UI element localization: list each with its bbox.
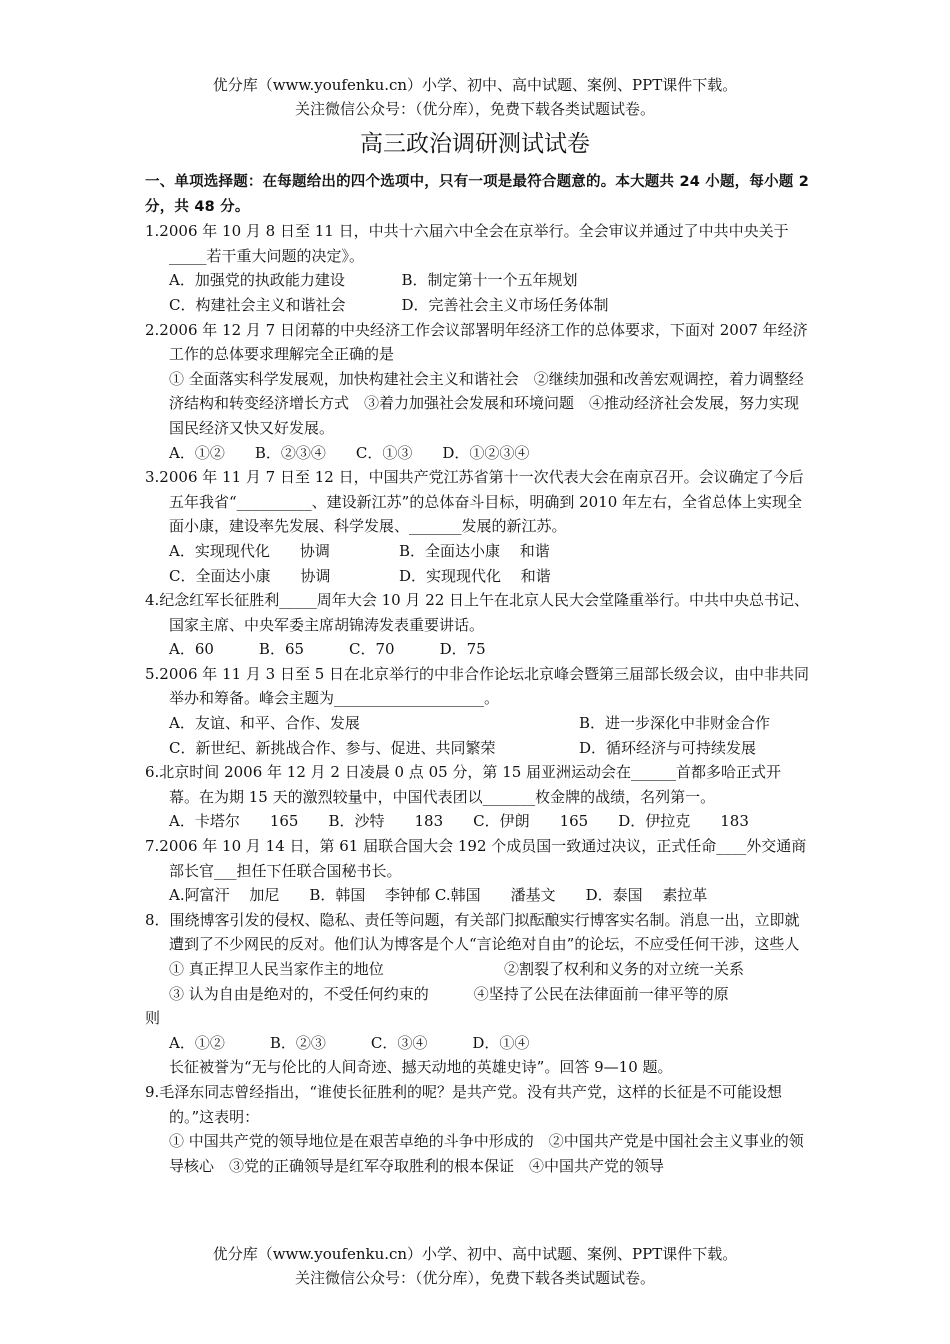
question-statements: ① 全面落实科学发展观，加快构建社会主义和谐社会 ②继续加强和改善宏观调控，着力调整经济结构和转变经济增长方式 ③着力加强社会发展和环境问题 ④推动经济社会发展，努力实现国民经济又快又好发展。 — [169, 369, 804, 437]
question-9 — [145, 1080, 810, 1178]
option-d: D．实现现代化 和谐 — [399, 566, 551, 585]
question-options: A．①② B．②③ C．③④ D．①④ — [169, 1033, 530, 1052]
statement-3-continued: 则 — [145, 1009, 161, 1028]
question-8 — [145, 908, 810, 1056]
option-d: D．循环经济与可持续发展 — [579, 738, 757, 757]
question-stem: 9.毛泽东同志曾经指出，“谁使长征胜利的呢？是共产党。没有共产党，这样的长征是不可能设想的。”这表明： — [145, 1082, 782, 1126]
question-stem: 5.2006 年 11 月 3 日至 5 日在北京举行的中非合作论坛北京峰会暨第三届部长级会议，由中非共同举办和筹备。峰会主题为____________________。 — [145, 664, 810, 708]
question-5 — [145, 662, 810, 760]
section-heading: 一、单项选择题：在每题给出的四个选项中，只有一项是最符合题意的。本大题共 24 小题，每小题 2 分，共 48 分。 — [145, 174, 810, 215]
header-line-2: 关注微信公众号：（优分库），免费下载各类试题试卷。 — [294, 100, 655, 118]
question-4 — [145, 588, 810, 662]
question-stem: 6.北京时间 2006 年 12 月 2 日凌晨 0 点 05 分，第 15 届亚洲运动会在______首都多哈正式开幕。在为期 15 天的激烈较量中，中国代表团以_______枚金牌的战绩，名列第一。 — [145, 763, 782, 806]
statement-2: ②割裂了权利和义务的对立统一关系 — [504, 960, 745, 978]
question-stem: 2.2006 年 12 月 7 日闭幕的中央经济工作会议部署明年经济工作的总体要求，下面对 2007 年经济工作的总体要求理解完全正确的是 — [145, 320, 808, 364]
option-c: C．新世纪、新挑战合作、参与、促进、共同繁荣 — [169, 738, 496, 757]
statement-3: ③ 认为自由是绝对的，不受任何约束的 ④坚持了公民在法律面前一律平等的原 — [169, 984, 729, 1003]
question-options: A．①② B．②③④ C．①③ D．①②③④ — [169, 443, 530, 462]
question-7 — [145, 834, 810, 908]
question-stem: 7.2006 年 10 月 14 日，第 61 届联合国大会 192 个成员国一致通过决议，正式任命____外交通商部长官___担任下任联合国秘书长。 — [145, 837, 807, 880]
question-options: A．60 B．65 C．70 D．75 — [169, 640, 486, 659]
question-2 — [145, 318, 810, 466]
statement-1: ① 真正捍卫人民当家作主的地位 — [169, 960, 384, 978]
option-a: A．友谊、和平、合作、发展 — [169, 714, 360, 733]
footer-line-2: 关注微信公众号：（优分库），免费下载各类试题试卷。 — [294, 1269, 655, 1287]
option-c: C．全面达小康 协调 — [169, 566, 331, 585]
option-b: B．全面达小康 和谐 — [399, 541, 550, 560]
option-b: B．制定第十一个五年规划 — [401, 271, 578, 290]
header-line-1: 优分库（www.youfenku.cn）小学、初中、高中试题、案例、PPT课件下载。 — [212, 76, 738, 94]
question-options: A.阿富汗 加尼 B．韩国 李钟郁 C.韩国 潘基文 D．泰国 素拉革 — [169, 886, 708, 905]
option-d: D．完善社会主义市场任务体制 — [401, 295, 609, 314]
question-stem: 8．围绕博客引发的侵权、隐私、责任等问题，有关部门拟酝酿实行博客实名制。消息一出，立即就遭到了不少网民的反对。他们认为博客是个人“言论绝对自由”的论坛，不应受任何干涉，这些人 — [145, 910, 800, 954]
option-a: A．实现现代化 协调 — [169, 541, 330, 560]
question-stem: 3.2006 年 11 月 7 日至 12 日，中国共产党江苏省第十一次代表大会在南京召开。会议确定了今后五年我省“__________、建设新江苏”的总体奋斗目标，明确到 2010 年左右，全省总体上实现全面小康，建设率先发展、科学发展、_______发展的新江苏。 — [145, 468, 804, 536]
question-6 — [145, 760, 810, 834]
passage-intro: 长征被誉为“无与伦比的人间奇迹、撼天动地的英雄史诗”。回答 9—10 题。 — [169, 1058, 673, 1077]
option-a: A．加强党的执政能力建设 — [169, 271, 345, 290]
question-1 — [145, 219, 810, 317]
exam-content — [145, 170, 810, 1178]
question-3 — [145, 465, 810, 588]
page-title: 高三政治调研测试试卷 — [360, 131, 590, 157]
footer-line-1: 优分库（www.youfenku.cn）小学、初中、高中试题、案例、PPT课件下载。 — [212, 1245, 738, 1263]
question-statements: ① 中国共产党的领导地位是在艰苦卓绝的斗争中形成的 ②中国共产党是中国社会主义事业的领导核心 ③党的正确领导是红军夺取胜利的根本保证 ④中国共产党的领导 — [169, 1132, 804, 1175]
option-b: B．进一步深化中非财金合作 — [579, 714, 771, 733]
question-stem: 4.纪念红军长征胜利_____周年大会 10 月 22 日上午在北京人民大会堂隆重举行。中共中央总书记、国家主席、中央军委主席胡锦涛发表重要讲话。 — [145, 591, 810, 634]
question-stem: 1.2006 年 10 月 8 日至 11 日，中共十六届六中全会在京举行。全会审议并通过了中共中央关于_____若干重大问题的决定》。 — [145, 222, 789, 265]
option-c: C．构建社会主义和谐社会 — [169, 295, 346, 314]
question-options: A．卡塔尔 165 B．沙特 183 C．伊朗 165 D．伊拉克 183 — [169, 812, 749, 831]
